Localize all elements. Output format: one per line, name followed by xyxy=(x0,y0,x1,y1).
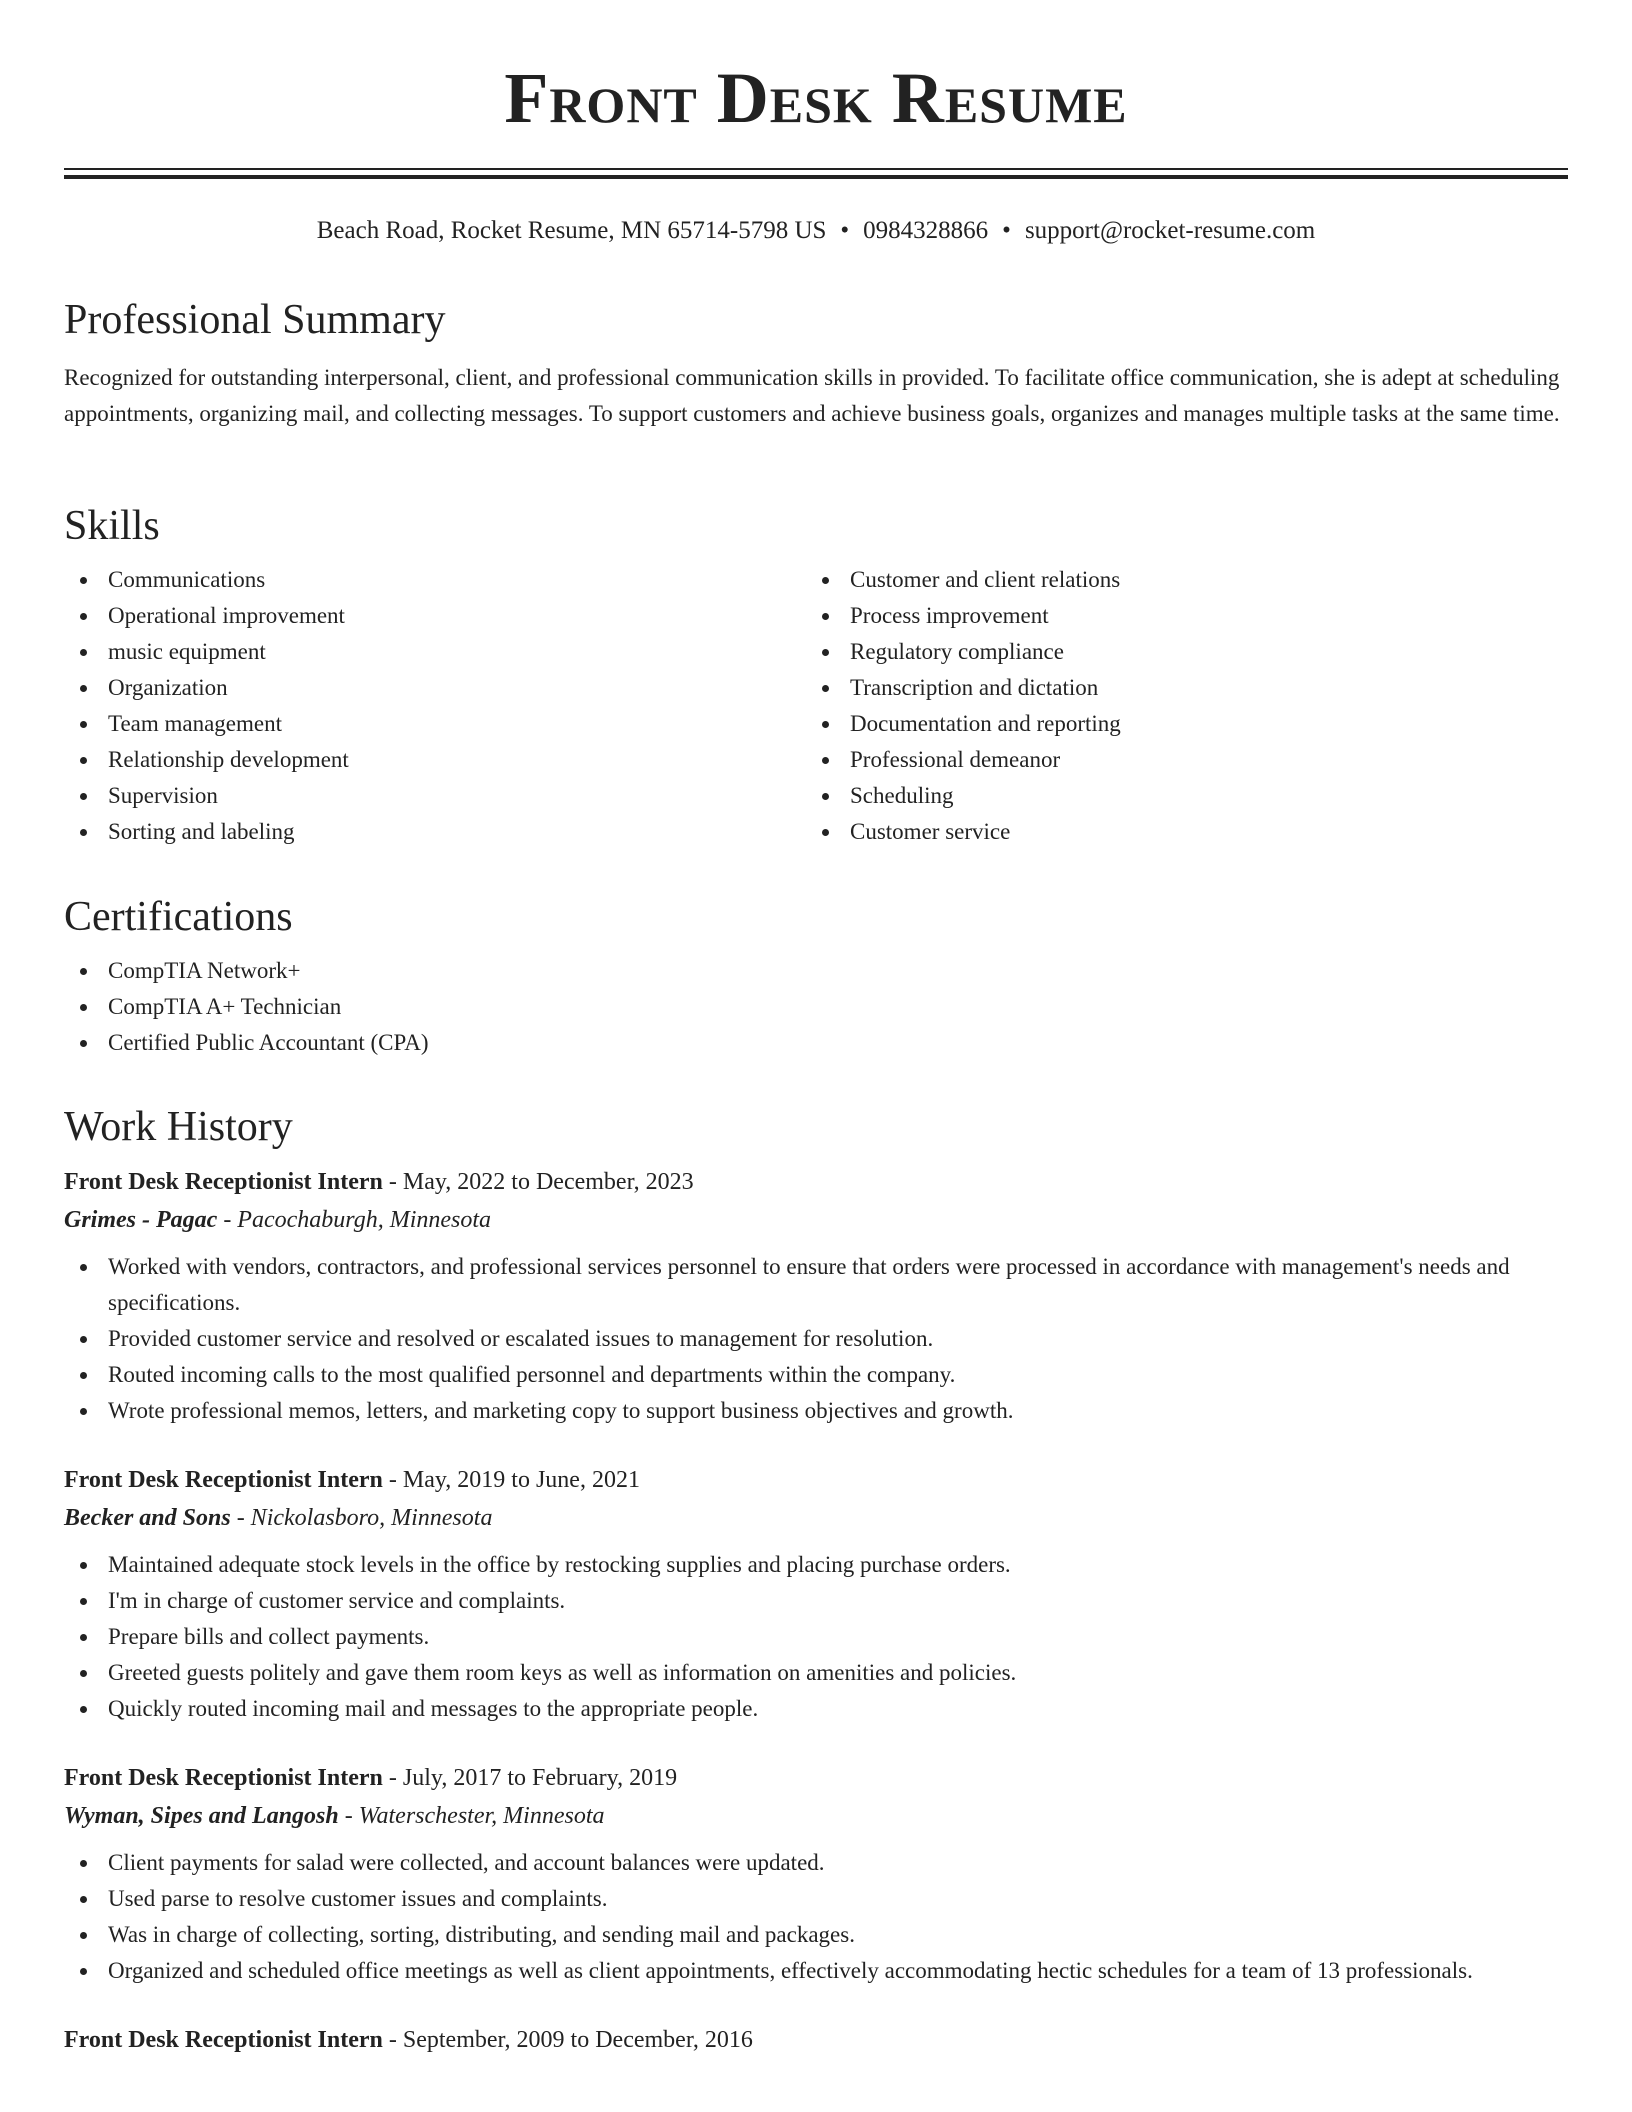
skill-item: Process improvement xyxy=(806,598,1548,634)
job-company-line xyxy=(64,1499,1568,1537)
skill-item: Relationship development xyxy=(64,742,806,778)
skill-item: Documentation and reporting xyxy=(806,706,1548,742)
job-company: Becker and Sons xyxy=(64,1505,231,1531)
certifications-heading: Certifications xyxy=(64,894,293,940)
job-duty-item: Quickly routed incoming mail and messages to the appropriate people. xyxy=(64,1691,1568,1727)
job-company-line xyxy=(64,1797,1568,1835)
skills-section xyxy=(64,498,1568,850)
contact-phone: 0984328866 xyxy=(863,217,989,244)
job-title-line xyxy=(64,1163,1568,1201)
job-company: Grimes - Pagac xyxy=(64,1207,218,1233)
contact-address: Beach Road, Rocket Resume, MN 65714-5798 US xyxy=(316,217,827,244)
summary-heading: Professional Summary xyxy=(64,297,446,343)
job-duties-list xyxy=(64,1547,1568,1727)
job-duty-item: Worked with vendors, contractors, and professional services personnel to ensure that orders were processed in accordance with management's needs and specifications. xyxy=(64,1249,1568,1321)
job-entry xyxy=(64,1759,1568,1989)
job-company: Wyman, Sipes and Langosh xyxy=(64,1803,339,1829)
job-dates: - July, 2017 to February, 2019 xyxy=(382,1765,678,1791)
skill-item: Customer and client relations xyxy=(806,562,1548,598)
summary-section xyxy=(64,292,1568,432)
certification-item: CompTIA A+ Technician xyxy=(64,989,1568,1025)
job-duty-item: Greeted guests politely and gave them room keys as well as information on amenities and policies. xyxy=(64,1655,1568,1691)
resume-title: Front Desk Resume xyxy=(504,58,1128,138)
certification-item: Certified Public Accountant (CPA) xyxy=(64,1025,1568,1061)
job-duty-item: Wrote professional memos, letters, and marketing copy to support business objectives and growth. xyxy=(64,1393,1568,1429)
resume-page xyxy=(64,0,1568,2053)
job-duty-item: Provided customer service and resolved or escalated issues to management for resolution. xyxy=(64,1321,1568,1357)
job-duties-list xyxy=(64,1845,1568,1989)
job-title-line xyxy=(64,1461,1568,1499)
skill-item: Supervision xyxy=(64,778,806,814)
skill-item: Scheduling xyxy=(806,778,1548,814)
job-title-line xyxy=(64,1759,1568,1797)
title-divider-thin xyxy=(64,168,1568,170)
job-company-line xyxy=(64,1201,1568,1239)
skill-item: Sorting and labeling xyxy=(64,814,806,850)
job-location: - Nickolasboro, Minnesota xyxy=(230,1505,493,1531)
skill-item: Team management xyxy=(64,706,806,742)
job-role: Front Desk Receptionist Intern xyxy=(64,2027,383,2053)
job-role: Front Desk Receptionist Intern xyxy=(64,1169,383,1195)
skill-item: Regulatory compliance xyxy=(806,634,1548,670)
job-duty-item: Was in charge of collecting, sorting, distributing, and sending mail and packages. xyxy=(64,1917,1568,1953)
job-entry xyxy=(64,2021,1568,2059)
job-duty-item: I'm in charge of customer service and complaints. xyxy=(64,1583,1568,1619)
job-duty-item: Routed incoming calls to the most qualified personnel and departments within the company. xyxy=(64,1357,1568,1393)
certifications-section xyxy=(64,889,1568,1061)
job-dates: - May, 2019 to June, 2021 xyxy=(382,1467,640,1493)
skill-item: Customer service xyxy=(806,814,1548,850)
contact-line xyxy=(64,213,1568,249)
job-duty-item: Prepare bills and collect payments. xyxy=(64,1619,1568,1655)
work-history-section xyxy=(64,1099,1568,2091)
skill-item: Transcription and dictation xyxy=(806,670,1548,706)
job-duty-item: Maintained adequate stock levels in the office by restocking supplies and placing purchase orders. xyxy=(64,1547,1568,1583)
job-title-line xyxy=(64,2021,1568,2059)
skills-columns xyxy=(64,562,1568,850)
skill-item: Organization xyxy=(64,670,806,706)
skill-item: music equipment xyxy=(64,634,806,670)
job-duty-item: Client payments for salad were collected, and account balances were updated. xyxy=(64,1845,1568,1881)
job-duty-item: Used parse to resolve customer issues and complaints. xyxy=(64,1881,1568,1917)
skills-heading: Skills xyxy=(64,503,160,549)
contact-separator: • xyxy=(1002,217,1011,244)
skills-list-left xyxy=(64,562,806,850)
job-dates: - September, 2009 to December, 2016 xyxy=(382,2027,753,2053)
summary-text: Recognized for outstanding interpersonal, client, and professional communication skills in provided. To facilitate office communication, she is adept at scheduling appointments, organizing mail, and collecting messages. To support customers and achieve business goals, organizes and manages multiple tasks at the same time. xyxy=(64,365,1560,426)
skill-item: Operational improvement xyxy=(64,598,806,634)
job-duty-item: Organized and scheduled office meetings as well as client appointments, effectively accommodating hectic schedules for a team of 13 professionals. xyxy=(64,1953,1568,1989)
title-divider-thick xyxy=(64,175,1568,179)
work-history-heading: Work History xyxy=(64,1104,293,1150)
job-duties-list xyxy=(64,1249,1568,1429)
skill-item: Professional demeanor xyxy=(806,742,1548,778)
job-role: Front Desk Receptionist Intern xyxy=(64,1765,383,1791)
skills-list-right xyxy=(806,562,1548,850)
certification-item: CompTIA Network+ xyxy=(64,953,1568,989)
job-role: Front Desk Receptionist Intern xyxy=(64,1467,383,1493)
job-entry xyxy=(64,1163,1568,1429)
job-location: - Pacochaburgh, Minnesota xyxy=(217,1207,492,1233)
contact-separator: • xyxy=(840,217,850,244)
job-location: - Waterschester, Minnesota xyxy=(338,1803,605,1829)
job-entry xyxy=(64,1461,1568,1727)
job-dates: - May, 2022 to December, 2023 xyxy=(382,1169,694,1195)
certifications-list xyxy=(64,953,1568,1061)
contact-email: support@rocket-resume.com xyxy=(1024,217,1316,244)
skill-item: Communications xyxy=(64,562,806,598)
